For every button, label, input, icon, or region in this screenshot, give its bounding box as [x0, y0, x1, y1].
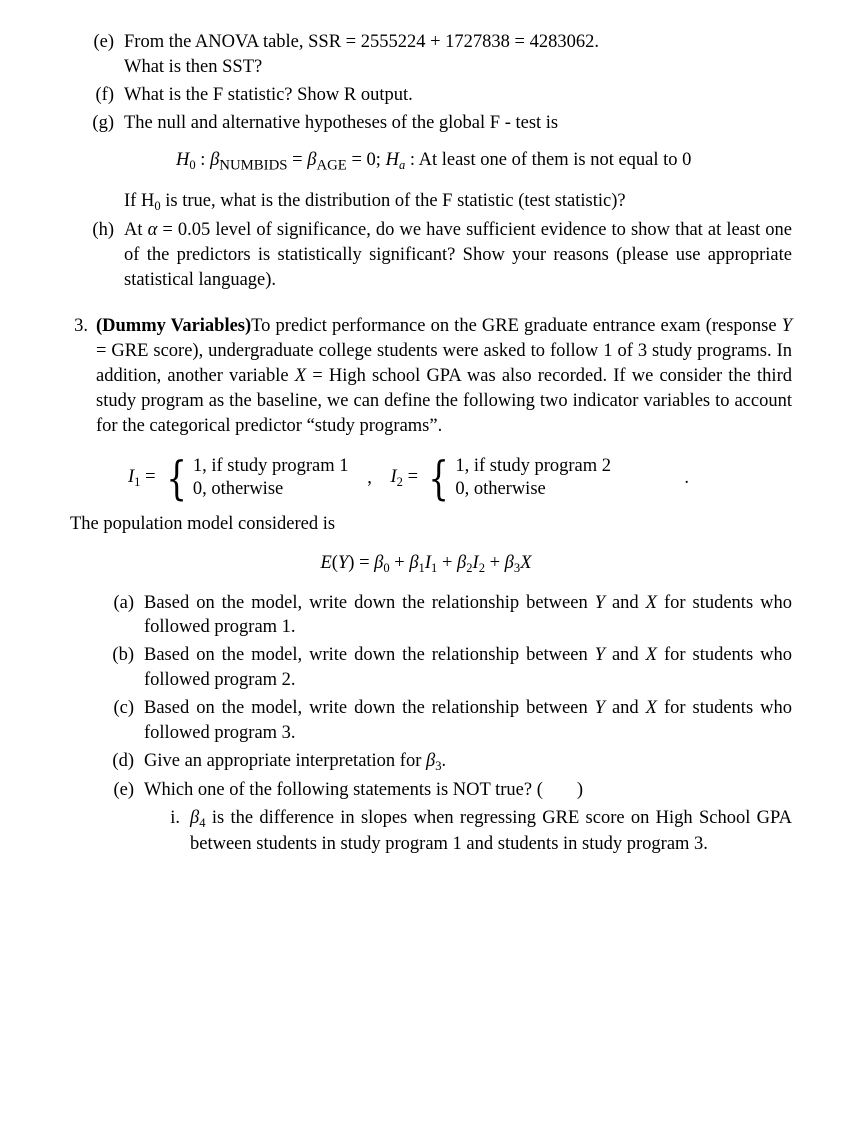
list-item-3e — [94, 778, 792, 803]
list-item-3c — [94, 696, 792, 746]
item-label-h: (h) — [92, 219, 114, 240]
model-i2: I — [472, 552, 479, 573]
item-3c-x: X — [645, 698, 657, 719]
followup-post: is true, what is the distribution of the F statistic (test statistic)? — [160, 190, 626, 211]
indicator-1 — [128, 450, 349, 505]
question-3-body — [96, 314, 792, 439]
item-3a-y: Y — [594, 592, 605, 613]
item-3c-post: for students who followed program 3. — [144, 698, 792, 744]
list-item-3d — [94, 749, 792, 775]
indicator-1-case-1: 1, if study program 1 — [192, 456, 349, 477]
ha-text: : At least one of them is not equal to 0 — [405, 149, 692, 170]
item-3a-mid: and — [604, 592, 646, 613]
item-3b-x: X — [645, 645, 657, 666]
roman-i-beta: β — [190, 808, 200, 829]
question-3-number: 3. — [74, 316, 88, 337]
indicator-definitions — [128, 450, 792, 505]
population-model-formula — [60, 551, 792, 577]
indicator-2-symbol: I — [390, 467, 397, 488]
model-equals: = — [354, 552, 375, 573]
model-b2-sub: 2 — [466, 560, 473, 575]
model-paren-close: ) — [348, 552, 355, 573]
list-item-3a — [94, 591, 792, 641]
h0-colon: : — [195, 149, 211, 170]
list-item-g — [74, 111, 792, 215]
model-i2-sub: 2 — [478, 560, 485, 575]
item-3a-pre: Based on the model, write down the relationship between — [144, 592, 595, 613]
beta-age: β — [307, 149, 317, 170]
question-3e-options — [158, 806, 792, 857]
item-3a-post: for students who followed program 1. — [144, 592, 792, 638]
indicator-2-cases — [455, 455, 611, 501]
indicator-2-equals: = — [402, 467, 419, 488]
indicator-2-case-1: 1, if study program 2 — [455, 456, 611, 477]
item-body-3e — [144, 778, 792, 803]
indicator-1-case-2: 0, otherwise — [192, 479, 284, 500]
item-3d-beta: β — [426, 751, 436, 772]
item-label-3b: (b) — [112, 645, 134, 666]
indicator-2 — [390, 450, 612, 505]
model-b0: β — [374, 552, 384, 573]
item-3b-y: Y — [594, 645, 605, 666]
item-3c-pre: Based on the model, write down the relationship between — [144, 698, 595, 719]
hypotheses-formula — [176, 148, 792, 177]
model-i1: I — [424, 552, 432, 573]
item-e-line2: What is then SST? — [124, 56, 263, 77]
item-label-3e: (e) — [113, 780, 134, 801]
h0-symbol: H — [176, 149, 190, 170]
model-i1-sub: 1 — [431, 560, 438, 575]
left-brace-icon: { — [165, 450, 187, 505]
var-x-intro: X — [294, 366, 307, 387]
item-label-3a: (a) — [113, 592, 134, 613]
item-label-3d: (d) — [112, 751, 134, 772]
model-plus2: + — [437, 552, 457, 573]
item-label-3c: (c) — [113, 698, 134, 719]
beta-numbids: β — [210, 149, 220, 170]
model-b1-sub: 1 — [418, 560, 425, 575]
trailing-period: . — [684, 467, 689, 488]
item-label-g: (g) — [92, 112, 114, 133]
model-plus1: + — [389, 552, 410, 573]
model-y: Y — [337, 552, 349, 573]
question-3-title: (Dummy Variables) — [96, 316, 252, 337]
indicator-1-equals: = — [140, 467, 156, 488]
model-b3-sub: 3 — [513, 560, 521, 575]
indicator-separator: , — [367, 467, 372, 488]
item-3b-pre: Based on the model, write down the relationship between — [144, 645, 595, 666]
item-3e-pre: Which one of the following statements is NOT true? ( — [144, 780, 543, 801]
item-body-e — [124, 30, 792, 80]
list-item-3b — [94, 643, 792, 693]
item-body-3c — [144, 696, 792, 746]
item-body-h — [124, 218, 792, 293]
beta-age-subscript: AGE — [316, 157, 347, 174]
ha-subscript: a — [398, 157, 406, 172]
item-label-roman-i: i. — [170, 808, 180, 829]
ha-symbol: H — [385, 149, 399, 170]
alpha-symbol: α — [147, 219, 158, 240]
model-plus3: + — [484, 552, 505, 573]
list-item-e — [74, 30, 792, 80]
h0-subscript: 0 — [189, 157, 196, 172]
item-3e-post: ) — [576, 780, 584, 801]
item-body-3a — [144, 591, 792, 641]
roman-i-beta-sub: 4 — [199, 816, 206, 831]
item-h-post: = 0.05 level of significance, do we have sufficient evidence to show that at least one of the predictors is statistically significant? Show your reasons (please use appropriate statistical language). — [124, 219, 792, 290]
item-label-f: (f) — [95, 84, 114, 105]
model-b2: β — [457, 552, 467, 573]
equals-1: = — [287, 149, 308, 170]
item-3b-mid: and — [604, 645, 646, 666]
roman-i-text: is the difference in slopes when regressing GRE score on High School GPA between students in study program 1 and students in study program 3. — [190, 808, 792, 855]
item-body-f: What is the F statistic? Show R output. — [124, 84, 413, 105]
indicator-1-cases — [193, 455, 349, 501]
population-model-text: The population model considered is — [70, 513, 336, 534]
left-brace-icon-2: { — [428, 450, 449, 505]
model-e: E — [320, 552, 332, 573]
question-2-subitems — [74, 30, 792, 292]
item-3d-post: . — [441, 751, 447, 772]
item-body-g — [124, 111, 792, 215]
followup-pre: If H — [124, 190, 155, 211]
question-3 — [60, 314, 792, 439]
item-g-text: The null and alternative hypotheses of the global F - test is — [124, 112, 559, 133]
item-3d-beta-sub: 3 — [435, 759, 442, 774]
indicator-2-subscript: 2 — [396, 475, 403, 490]
item-body-roman-i — [190, 806, 792, 857]
indicator-1-symbol: I — [128, 467, 135, 488]
model-b3: β — [504, 552, 514, 573]
item-body-3b — [144, 643, 792, 693]
beta-numbids-subscript: NUMBIDS — [219, 157, 288, 174]
formula-tail: = 0; — [346, 149, 386, 170]
model-b1: β — [409, 552, 419, 573]
item-3c-y: Y — [594, 698, 605, 719]
item-g-followup — [124, 189, 792, 215]
item-3b-post: for students who followed program 2. — [144, 645, 792, 691]
question-3-intro-c: = High school GPA was also recorded. If we consider the third study program as the baseline, we can define the following two indicator variables to account for the categorical predictor “study programs”. — [96, 366, 792, 437]
indicator-2-lhs — [391, 465, 419, 491]
item-e-line1: From the ANOVA table, SSR = 2555224 + 1727838 = 4283062. — [124, 32, 599, 52]
item-3c-mid: and — [604, 698, 646, 719]
model-b0-sub: 0 — [383, 560, 390, 575]
indicator-1-subscript: 1 — [134, 475, 141, 490]
var-y-intro: Y — [781, 316, 792, 337]
item-3a-x: X — [645, 592, 657, 613]
model-x: X — [520, 552, 532, 573]
list-item-roman-i — [158, 806, 792, 857]
indicator-2-case-2: 0, otherwise — [455, 479, 546, 500]
question-3-intro-b: = GRE score), undergraduate college students were asked to follow 1 of 3 study programs. In addition, another variable — [96, 341, 792, 387]
indicator-1-lhs — [128, 465, 156, 491]
list-item-f — [74, 83, 792, 108]
question-3-intro-a: To predict performance on the GRE graduate entrance exam (response — [251, 316, 782, 337]
item-h-pre: At — [124, 219, 148, 240]
list-item-h — [74, 218, 792, 293]
followup-h0-subscript: 0 — [154, 198, 161, 213]
question-3-subitems — [94, 591, 792, 804]
item-3d-pre: Give an appropriate interpretation for — [144, 751, 427, 772]
item-label-e: (e) — [93, 32, 114, 52]
item-body-3d — [144, 749, 792, 775]
model-paren-open: ( — [331, 552, 338, 573]
